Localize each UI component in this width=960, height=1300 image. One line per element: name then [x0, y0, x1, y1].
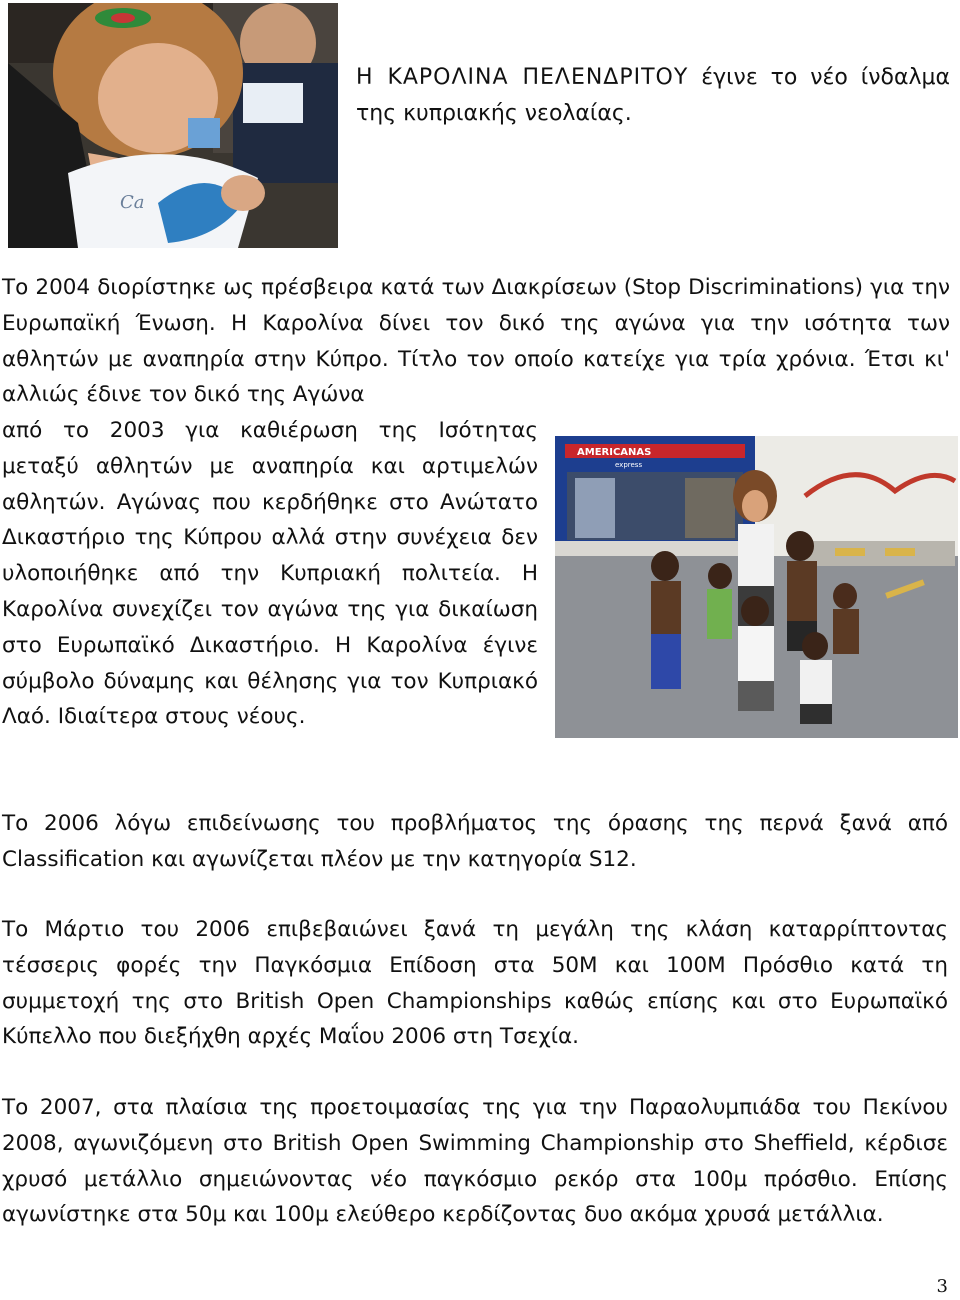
svg-text:AMERICANAS: AMERICANAS: [577, 447, 652, 458]
heading-rest: έγινε το νέο ίνδαλμα της κυπριακής νεολαίας.: [356, 65, 950, 126]
photo-with-children-image: [555, 436, 958, 738]
svg-text:express: express: [615, 461, 643, 469]
photo-signing-flag: [8, 3, 338, 248]
photo-with-children: [555, 436, 958, 738]
article-heading: [356, 60, 950, 132]
photo-signing-flag-image: [8, 3, 338, 248]
heading-name: Η ΚΑΡΟΛΙΝΑ ΠΕΛΕΝΔΡΙΤΟΥ: [356, 65, 689, 90]
paragraph-2004-ambassador: Το 2004 διορίστηκε ως πρέσβειρα κατά των Διακρίσεων (Stop Discriminations) για την Ευρωπαϊκή Ένωση. Η Καρολίνα δίνει τον δικό της αγώνα για την ισότητα των αθλητών με αναπηρία στην Κύπρο. Τίτλο τον οποίο κατείχε για τρία χρόνια. Έτσι κι' αλλιώς έδινε τον δικό της Αγώνα: [2, 275, 950, 408]
svg-text:Ca: Ca: [120, 192, 145, 213]
paragraph-2006-classification: Το 2006 λόγω επιδείνωσης του προβλήματος της όρασης της περνά ξανά από Classification και αγωνίζεται πλέον με την κατηγορία S12.: [2, 811, 948, 872]
paragraph-2003-equality: από το 2003 για καθιέρωση της Ισότητας μεταξύ αθλητών με αναπηρία και αρτιμελών αθλητών. Αγώνας που κερδήθηκε στο Ανώτατο Δικαστήριο της Κύπρου αλλά στην συνέχεια δεν υλοποιήθηκε από την Κυπριακή πολιτεία. Η Καρολίνα συνεχίζει τον αγώνα της για δικαίωση στο Ευρωπαϊκό Δικαστήριο. Η Καρολίνα έγινε σύμβολο δύναμης και θέλησης για τον Κυπριακό Λαό. Ιδιαίτερα στους νέους.: [2, 418, 538, 730]
page-number: 3: [936, 1276, 948, 1297]
paragraph-march-2006-records: Το Μάρτιο του 2006 επιβεβαιώνει ξανά τη μεγάλη της κλάση καταρρίπτοντας τέσσερις φορές την Παγκόσμια Επίδοση στα 50Μ και 100Μ Πρόσθιο κατά τη συμμετοχή της στο British Open Championships καθώς επίσης και στο Ευρωπαϊκό Κύπελλο που διεξήχθη αρχές Μαΐου 2006 στη Τσεχία.: [2, 917, 948, 1050]
paragraph-2007-sheffield: Το 2007, στα πλαίσια της προετοιμασίας της για την Παραολυμπιάδα του Πεκίνου 2008, αγωνιζόμενη στο British Open Swimming Championship στο Sheffield, κέρδισε χρυσό μετάλλιο σημειώνοντας νέο παγκόσμιο ρεκόρ στα 100μ πρόσθιο. Επίσης αγωνίστηκε στα 50μ και 100μ ελεύθερο κερδίζοντας δυο ακόμα χρυσά μετάλλια.: [2, 1095, 948, 1228]
